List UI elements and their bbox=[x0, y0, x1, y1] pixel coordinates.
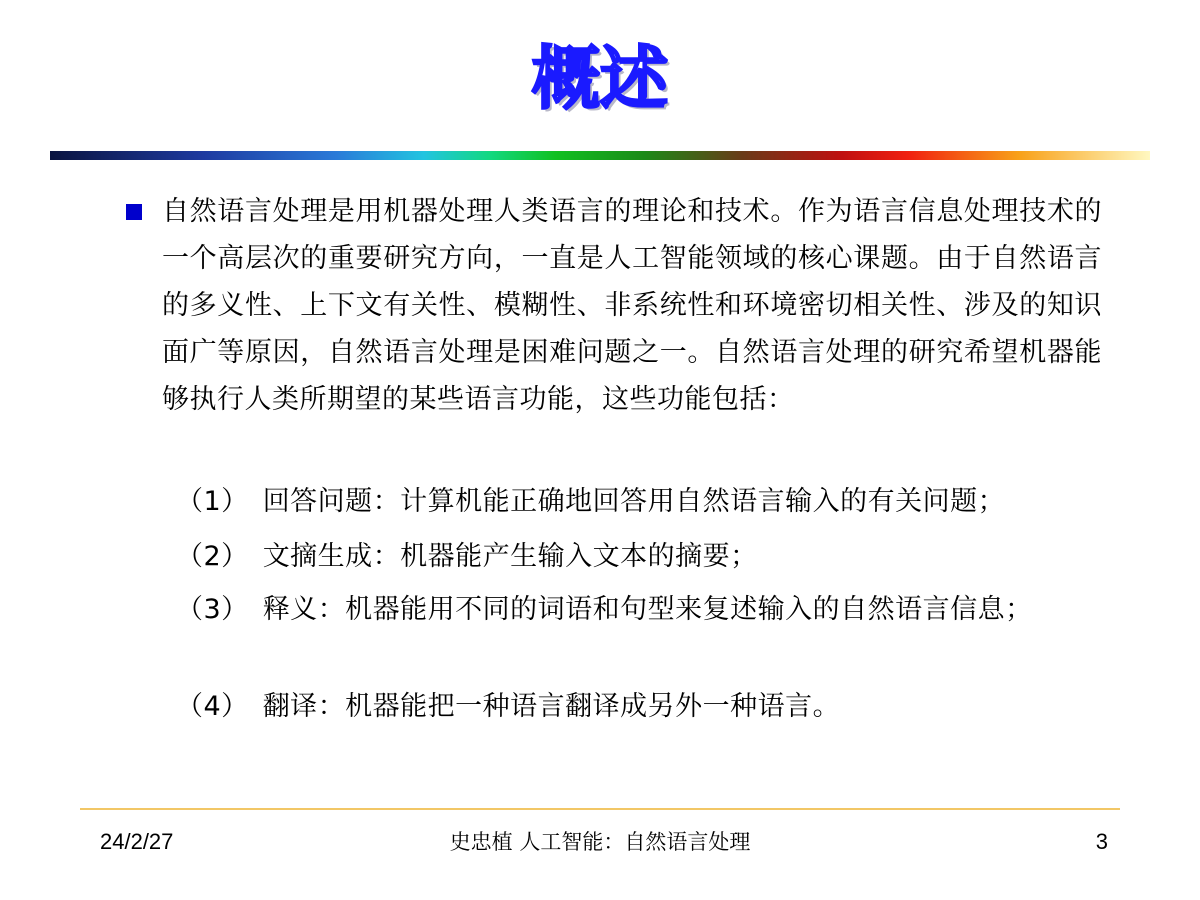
item-number: （2） bbox=[176, 541, 249, 572]
item-term: 释义 bbox=[262, 594, 318, 625]
item-text: ：计算机能正确地回答用自然语言输入的有关问题； bbox=[372, 486, 1006, 517]
slide-title: 概述 bbox=[531, 40, 668, 119]
item-text: ：机器能把一种语言翻译成另外一种语言。 bbox=[317, 691, 841, 722]
list-item bbox=[176, 586, 1096, 633]
list-item bbox=[176, 683, 1096, 730]
item-number: （4） bbox=[176, 691, 249, 722]
list-item bbox=[176, 533, 1096, 580]
intro-paragraph: 自然语言处理是用机器处理人类语言的理论和技术。作为语言信息处理技术的一个高层次的重要研究方向，一直是人工智能领域的核心课题。由于自然语言的多义性、上下文有关性、模糊性、非系统性和环境密切相关性、涉及的知识面广等原因，自然语言处理是困难问题之一。自然语言处理的研究希望机器能够执行人类所期望的某些语言功能，这些功能包括： bbox=[162, 196, 1102, 415]
item-text: ：机器能用不同的词语和句型来复述输入的自然语言信息； bbox=[317, 594, 1033, 625]
title-divider bbox=[50, 151, 1150, 160]
item-term: 文摘生成 bbox=[262, 541, 373, 572]
footer-date: 24/2/27 bbox=[100, 829, 174, 854]
item-number: （3） bbox=[176, 594, 249, 625]
footer-title: 史忠植 人工智能：自然语言处理 bbox=[449, 830, 751, 854]
item-text: ：机器能产生输入文本的摘要； bbox=[372, 541, 758, 572]
item-term: 回答问题 bbox=[262, 486, 373, 517]
page-number: 3 bbox=[1095, 829, 1108, 854]
bullet-square-icon bbox=[126, 204, 142, 220]
item-term: 翻译 bbox=[262, 691, 318, 722]
item-number: （1） bbox=[176, 486, 249, 517]
list-item bbox=[176, 478, 1096, 525]
footer-divider bbox=[80, 808, 1120, 810]
